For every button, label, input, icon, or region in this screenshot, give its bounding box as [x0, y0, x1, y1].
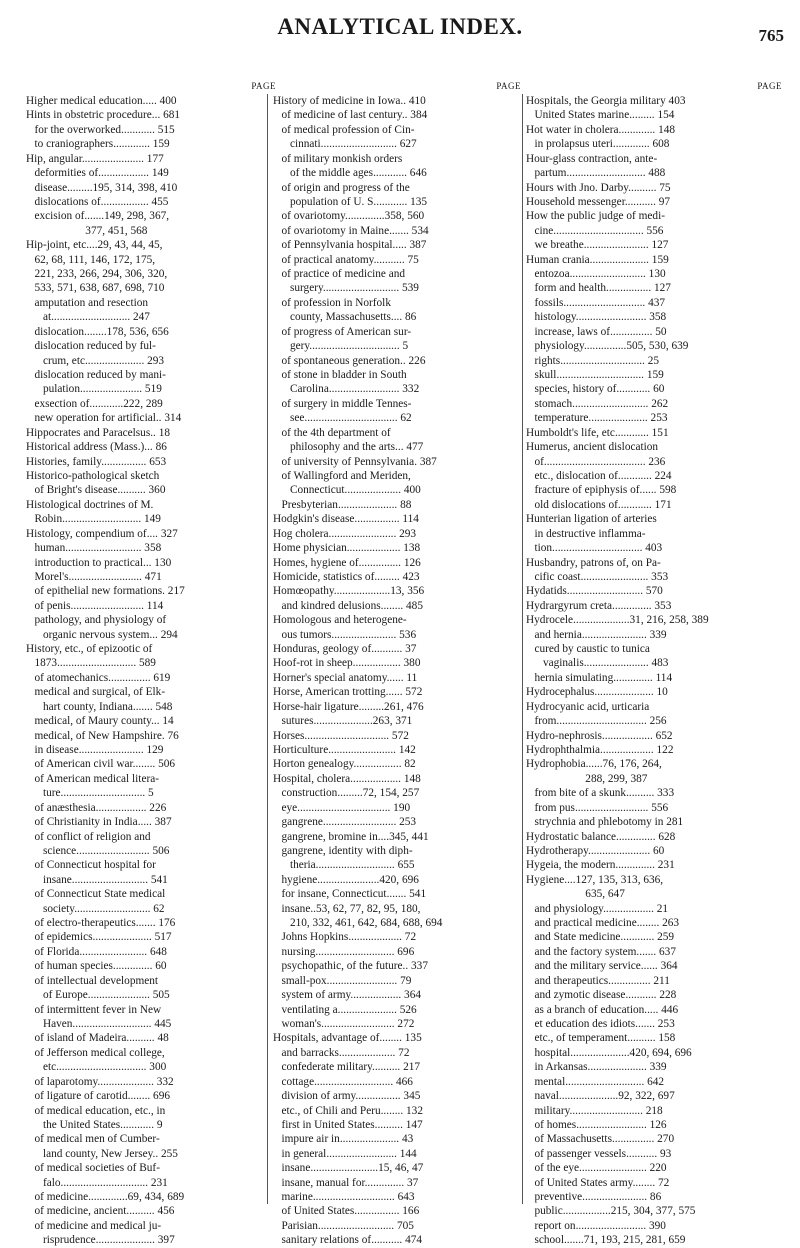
index-entry: of Massachusetts............... 270 [526, 1133, 675, 1146]
index-entry: Carolina......................... 332 [273, 383, 420, 396]
index-entry: as a branch of education..... 446 [526, 1003, 679, 1016]
index-entry: of penis.......................... 114 [26, 599, 164, 612]
index-entry: of.................................... 236 [526, 455, 666, 468]
index-entry: and therapeutics............... 211 [526, 974, 670, 987]
index-entry: society........................... 62 [26, 902, 165, 915]
index-entry: Hydrostatic balance.............. 628 [526, 830, 676, 843]
index-entry: from pus.......................... 556 [526, 801, 669, 814]
column-divider [267, 94, 268, 1204]
index-entry: Histories, family................ 653 [26, 455, 167, 468]
index-entry: of laparotomy.................... 332 [26, 1075, 174, 1088]
index-entry: Presbyterian..................... 88 [273, 498, 412, 511]
index-entry: first in United States.......... 147 [273, 1118, 423, 1131]
index-entry: and hernia....................... 339 [526, 628, 667, 641]
index-entry: report on......................... 390 [526, 1219, 666, 1232]
index-entry: Hot water in cholera............. 148 [526, 123, 676, 136]
index-entry: insane........................15, 46, 47 [273, 1162, 424, 1175]
index-entry: amputation and resection [26, 296, 149, 309]
index-entry: form and health................ 127 [526, 282, 671, 295]
index-entry: system of army.................. 364 [273, 989, 421, 1002]
index-entry: of Bright's disease.......... 360 [26, 484, 166, 497]
index-entry: theria............................ 655 [273, 859, 415, 872]
index-entry: small-pox......................... 79 [273, 974, 412, 987]
index-entry: fossils............................. 437 [526, 296, 666, 309]
index-entry: Historical address (Mass.)... 86 [26, 441, 167, 454]
index-entry: of medicine..............69, 434, 689 [26, 1191, 185, 1204]
index-entry: of Christianity in India..... 387 [26, 816, 172, 829]
index-entry: military.......................... 218 [526, 1104, 663, 1117]
index-entry: from bite of a skunk.......... 333 [526, 787, 675, 800]
running-title: ANALYTICAL INDEX. [277, 14, 523, 39]
index-entry: Hip, angular...................... 177 [26, 152, 164, 165]
index-entry: of conflict of religion and [26, 830, 151, 843]
index-entry: 210, 332, 461, 642, 684, 688, 694 [273, 917, 443, 930]
index-entry: partum............................ 488 [526, 167, 666, 180]
index-entry: we breathe....................... 127 [526, 239, 669, 252]
index-entry: 635, 647 [526, 888, 625, 901]
index-entry: county, Massachusetts.... 86 [273, 311, 417, 324]
index-entry: from................................ 256 [526, 715, 667, 728]
index-entry: human........................... 358 [26, 542, 162, 555]
index-entry: to craniographers............. 159 [26, 138, 170, 151]
index-entry: increase, laws of............... 50 [526, 325, 667, 338]
index-entry: falo............................... 231 [26, 1176, 168, 1189]
index-entry: impure air in..................... 43 [273, 1133, 414, 1146]
index-entry: new operation for artificial.. 314 [26, 412, 182, 425]
index-entry: vaginalis....................... 483 [526, 657, 669, 670]
index-entry: science.......................... 506 [26, 844, 170, 857]
index-column-3 [526, 81, 782, 1248]
index-entry: of Connecticut hospital for [26, 859, 156, 872]
index-entry: risprudence..................... 397 [26, 1234, 175, 1247]
index-entry: Hydrotherapy...................... 60 [526, 844, 665, 857]
index-entry: of spontaneous generation.. 226 [273, 354, 426, 367]
index-entry: of the middle ages............ 646 [273, 167, 427, 180]
index-entry: of Pennsylvania hospital..... 387 [273, 239, 427, 252]
index-entry: etc................................ 300 [26, 1061, 167, 1074]
index-entry: of profession in Norfolk [273, 296, 391, 309]
index-entry: of medical societies of Buf- [26, 1162, 160, 1175]
index-entry: and physiology.................. 21 [526, 902, 669, 915]
index-entry: of medicine of last century.. 384 [273, 109, 428, 122]
index-entry: of homes......................... 126 [526, 1118, 667, 1131]
index-entry: gangrene, bromine in....345, 441 [273, 830, 429, 843]
index-entry: History, etc., of epizootic of [26, 643, 153, 656]
index-entry: of Europe...................... 505 [26, 989, 170, 1002]
index-entry: Hippocrates and Paracelsus.. 18 [26, 426, 170, 439]
column-divider [522, 94, 523, 1204]
index-entry: species, history of............ 60 [526, 383, 665, 396]
index-entry: of intermittent fever in New [26, 1003, 162, 1016]
index-entry: nursing............................ 696 [273, 945, 415, 958]
index-entry: medical, of New Hampshire. 76 [26, 729, 179, 742]
index-entry: 1873............................ 589 [26, 657, 156, 670]
index-entry: Morel's.......................... 471 [26, 570, 162, 583]
index-entry: Hodgkin's disease................ 114 [273, 513, 419, 526]
index-entry: fracture of epiphysis of...... 598 [526, 484, 677, 497]
index-entry: Robin............................ 149 [26, 513, 161, 526]
index-entry: Hydrophobia......76, 176, 264, [526, 758, 662, 771]
index-entry: of origin and progress of the [273, 181, 410, 194]
index-entry: Hints in obstetric procedure... 681 [26, 109, 181, 122]
index-entry: school.......71, 193, 215, 281, 659 [526, 1234, 686, 1247]
index-entry: Horse, American trotting...... 572 [273, 686, 423, 699]
index-entry: insane..53, 62, 77, 82, 95, 180, [273, 902, 421, 915]
index-entry: Homœopathy....................13, 356 [273, 585, 425, 598]
index-entry: entozoa........................... 130 [526, 268, 666, 281]
index-entry: of the eye........................ 220 [526, 1162, 667, 1175]
index-entry: Horses.............................. 572 [273, 729, 409, 742]
index-entry: of anæsthesia.................. 226 [26, 801, 167, 814]
index-entry: Human crania..................... 159 [526, 253, 669, 266]
index-entry: Homologous and heterogene- [273, 614, 407, 627]
index-entry: etc., of temperament.......... 158 [526, 1032, 676, 1045]
index-entry: of medical education, etc., in [26, 1104, 166, 1117]
index-entry: Historico-pathological sketch [26, 469, 160, 482]
index-entry: of Wallingford and Meriden, [273, 469, 411, 482]
index-entry: of medical profession of Cin- [273, 123, 415, 136]
index-entry: Johns Hopkins................... 72 [273, 931, 417, 944]
index-entry: and the factory system....... 637 [526, 945, 676, 958]
index-entry: 288, 299, 387 [526, 772, 648, 785]
index-entry: for the overworked............ 515 [26, 123, 175, 136]
index-entry: confederate military.......... 217 [273, 1061, 421, 1074]
index-entry: Histology, compendium of.... 327 [26, 527, 178, 540]
index-entry: histology......................... 358 [526, 311, 667, 324]
index-entry: Hydrophthalmia................... 122 [526, 743, 674, 756]
index-entry: of progress of American sur- [273, 325, 412, 338]
index-entry: Hospitals, advantage of........ 135 [273, 1032, 422, 1045]
index-entry: Higher medical education..... 400 [26, 95, 177, 107]
index-entry: dislocation reduced by mani- [26, 369, 166, 382]
index-entry: crum, etc..................... 293 [26, 354, 165, 367]
index-entry: of medicine and medical ju- [26, 1219, 162, 1232]
index-entry: of the 4th department of [273, 426, 391, 439]
index-entry: of medicine, ancient.......... 456 [26, 1205, 175, 1218]
index-entry: of passenger vessels........... 93 [526, 1147, 672, 1160]
index-entry: etc., of Chili and Peru........ 132 [273, 1104, 423, 1117]
index-entry: in disease....................... 129 [26, 743, 164, 756]
index-entry: medical and surgical, of Elk- [26, 686, 166, 699]
index-entry: and the military service...... 364 [526, 960, 678, 973]
index-entry: of surgery in middle Tennes- [273, 397, 412, 410]
index-entry: insane, manual for.............. 37 [273, 1176, 419, 1189]
index-entry: Hygiene....127, 135, 313, 636, [526, 873, 664, 886]
index-entry: Humboldt's life, etc............ 151 [526, 426, 669, 439]
index-entry: skull............................... 159 [526, 369, 664, 382]
index-entry: of ligature of carotid........ 696 [26, 1090, 170, 1103]
index-entry: in prolapsus uteri............. 608 [526, 138, 670, 151]
column-page-label: PAGE [496, 81, 521, 91]
index-entry: deformities of.................. 149 [26, 167, 169, 180]
index-entry: of United States army........ 72 [526, 1176, 670, 1189]
page-header [0, 0, 800, 60]
index-entry: rights.............................. 25 [526, 354, 660, 367]
index-entry: 221, 233, 266, 294, 306, 320, [26, 268, 168, 281]
index-entry: Homicide, statistics of......... 423 [273, 570, 420, 583]
index-entry: Parisian........................... 705 [273, 1219, 414, 1232]
index-entry: marine............................. 643 [273, 1191, 415, 1204]
index-entry: the United States............ 9 [26, 1118, 163, 1131]
index-entry: Hydrocyanic acid, urticaria [526, 700, 650, 713]
index-entry: dislocation reduced by ful- [26, 340, 156, 353]
index-entry: Hydrocele....................31, 216, 258, 389 [526, 614, 709, 627]
index-entry: construction.........72, 154, 257 [273, 787, 420, 800]
index-entry: of epithelial new formations. 217 [26, 585, 185, 598]
index-entry: Homes, hygiene of............... 126 [273, 556, 421, 569]
index-entry: insane........................... 541 [26, 873, 168, 886]
index-entry: of practical anatomy........... 75 [273, 253, 419, 266]
index-entry: of university of Pennsylvania. 387 [273, 455, 437, 468]
index-entry: of practice of medicine and [273, 268, 406, 281]
index-entry: exsection of............222, 289 [26, 397, 163, 410]
index-entry: Haven............................ 445 [26, 1018, 172, 1030]
index-entry: eye................................. 190 [273, 801, 411, 814]
index-entry: cific coast........................ 353 [526, 570, 669, 583]
index-entry: cine................................ 556 [526, 224, 664, 237]
index-entry: of Florida........................ 648 [26, 945, 167, 958]
index-entry: of United States................ 166 [273, 1205, 420, 1218]
index-entry: sutures.....................263, 371 [273, 715, 413, 728]
index-entry: and zymotic disease........... 228 [526, 989, 677, 1002]
index-entry: dislocations of................. 455 [26, 195, 169, 208]
index-entry: Hydrargyrum creta.............. 353 [526, 599, 672, 612]
index-entry: of island of Madeira.......... 48 [26, 1032, 169, 1045]
index-entry: ous tumors....................... 536 [273, 628, 417, 641]
index-entry: of American civil war........ 506 [26, 758, 176, 771]
index-entry: of stone in bladder in South [273, 369, 407, 382]
index-entry: in destructive inflamma- [526, 527, 646, 540]
index-entry: Connecticut.................... 400 [273, 484, 421, 497]
index-entry: cinnati........................... 627 [273, 138, 417, 151]
index-entry: hart county, Indiana....... 548 [26, 700, 173, 713]
index-entry: Hoof-rot in sheep................. 380 [273, 657, 421, 670]
index-entry: pulation...................... 519 [26, 383, 162, 396]
index-entry: old dislocations of............ 171 [526, 498, 672, 511]
index-entry: Hip-joint, etc....29, 43, 44, 45, [26, 239, 163, 252]
column-page-label: PAGE [757, 81, 782, 91]
index-entry: medical, of Maury county... 14 [26, 715, 174, 728]
index-entry: psychopathic, of the future.. 337 [273, 960, 428, 973]
index-entry: History of medicine in Iowa.. 410 [273, 95, 426, 107]
index-entry: Hours with Jno. Darby.......... 75 [526, 181, 671, 194]
index-entry: woman's.......................... 272 [273, 1018, 415, 1030]
index-entry: and State medicine............ 259 [526, 931, 675, 944]
index-entry: Honduras, geology of........... 37 [273, 643, 417, 656]
index-entry: and practical medicine........ 263 [526, 917, 680, 930]
index-entry: and barracks.................... 72 [273, 1046, 410, 1059]
index-entry: sanitary relations of........... 474 [273, 1234, 423, 1247]
index-entry: of medical men of Cumber- [26, 1133, 160, 1146]
index-entry: 533, 571, 638, 687, 698, 710 [26, 282, 165, 295]
index-entry: introduction to practical... 130 [26, 556, 172, 569]
index-entry: cottage............................ 466 [273, 1075, 413, 1088]
index-entry: surgery........................... 539 [273, 282, 419, 295]
index-entry: of intellectual development [26, 974, 159, 987]
index-entry: of epidemics..................... 517 [26, 931, 172, 944]
index-entry: of ovariotomy in Maine....... 534 [273, 224, 429, 237]
index-entry: organic nervous system... 294 [26, 628, 178, 641]
index-entry: pathology, and physiology of [26, 614, 167, 627]
index-entry: hernia simulating.............. 114 [526, 671, 673, 684]
index-entry: of Connecticut State medical [26, 888, 166, 901]
index-entry: ventilating a..................... 526 [273, 1003, 417, 1016]
index-entry: United States marine......... 154 [526, 109, 675, 122]
index-entry: see................................. 62 [273, 412, 412, 425]
index-entry: 377, 451, 568 [26, 224, 148, 237]
index-entry: Horton genealogy................. 82 [273, 758, 416, 771]
index-entry: strychnia and phlebotomy in 281 [526, 816, 684, 829]
index-entry: et education des idiots....... 253 [526, 1018, 675, 1030]
index-entry: Husbandry, patrons of, on Pa- [526, 556, 661, 569]
index-entry: gery................................ 5 [273, 340, 409, 353]
index-entry: Hog cholera........................ 293 [273, 527, 417, 540]
index-entry: for insane, Connecticut....... 541 [273, 888, 427, 901]
index-entry: Histological doctrines of M. [26, 498, 154, 511]
index-entry: Hydrocephalus..................... 10 [526, 686, 668, 699]
index-entry: Hunterian ligation of arteries [526, 513, 657, 526]
index-entry: physiology...............505, 530, 639 [526, 340, 689, 353]
index-entry: ture.............................. 5 [26, 787, 154, 800]
index-entry: Humerus, ancient dislocation [526, 441, 659, 454]
index-entry: stomach........................... 262 [526, 397, 669, 410]
index-entry: of military monkish orders [273, 152, 403, 165]
index-entry: excision of.......149, 298, 367, [26, 210, 170, 223]
index-entry: Hygeia, the modern.............. 231 [526, 859, 675, 872]
index-entry: gangrene.......................... 253 [273, 816, 417, 829]
index-entry: Hour-glass contraction, ante- [526, 152, 658, 165]
index-entry: philosophy and the arts... 477 [273, 441, 424, 454]
index-entry: Hydro-nephrosis.................. 652 [526, 729, 673, 742]
index-entry: of atomechanics............... 619 [26, 671, 171, 684]
index-entry: land county, New Jersey.. 255 [26, 1147, 178, 1160]
index-entry: Hydatids........................... 570 [526, 585, 663, 598]
index-entry: dislocation........178, 536, 656 [26, 325, 169, 338]
index-entry: of American medical litera- [26, 772, 159, 785]
index-entry: temperature..................... 253 [526, 412, 668, 425]
index-entry: in Arkansas..................... 339 [526, 1061, 667, 1074]
index-entry: division of army................ 345 [273, 1090, 421, 1103]
index-entry: of human species.............. 60 [26, 960, 167, 973]
index-entry: cured by caustic to tunica [526, 643, 650, 656]
index-entry: in general......................... 144 [273, 1147, 417, 1160]
index-entry: etc., dislocation of............ 224 [526, 469, 672, 482]
index-entry: preventive....................... 86 [526, 1191, 662, 1204]
index-column-2 [273, 81, 521, 1248]
index-entry: Hospital, cholera.................. 148 [273, 772, 421, 785]
index-entry: gangrene, identity with diph- [273, 844, 413, 857]
index-entry: Home physician................... 138 [273, 542, 421, 555]
page-number: 765 [758, 26, 784, 45]
index-entry: 62, 68, 111, 146, 172, 175, [26, 253, 156, 266]
index-entry: Horse-hair ligature.........261, 476 [273, 700, 424, 713]
index-entry: hospital.....................420, 694, 696 [526, 1046, 692, 1059]
index-entry: tion................................ 403 [526, 542, 663, 555]
column-page-label: PAGE [251, 81, 276, 91]
index-entry: of ovariotomy..............358, 560 [273, 210, 425, 223]
index-entry: Horticulture........................ 142 [273, 743, 416, 756]
index-entry: naval.....................92, 322, 697 [526, 1090, 675, 1103]
index-entry: mental............................ 642 [526, 1075, 665, 1088]
index-entry: disease.........195, 314, 398, 410 [26, 181, 178, 194]
index-entry: hygiene......................420, 696 [273, 873, 419, 886]
index-entry: How the public judge of medi- [526, 210, 665, 223]
index-entry: population of U. S............ 135 [273, 195, 428, 208]
index-entry: public.................215, 304, 377, 575 [526, 1205, 696, 1218]
index-entry: of Jefferson medical college, [26, 1046, 165, 1059]
index-entry: and kindred delusions........ 485 [273, 599, 423, 612]
index-entry: Horner's special anatomy...... 11 [273, 671, 418, 684]
index-entry: at............................ 247 [26, 311, 150, 324]
index-column-1 [26, 81, 276, 1248]
index-entry: Household messenger........... 97 [526, 195, 671, 208]
index-entry: of electro-therapeutics....... 176 [26, 917, 176, 930]
index-entry: Hospitals, the Georgia military 403 [526, 95, 686, 107]
